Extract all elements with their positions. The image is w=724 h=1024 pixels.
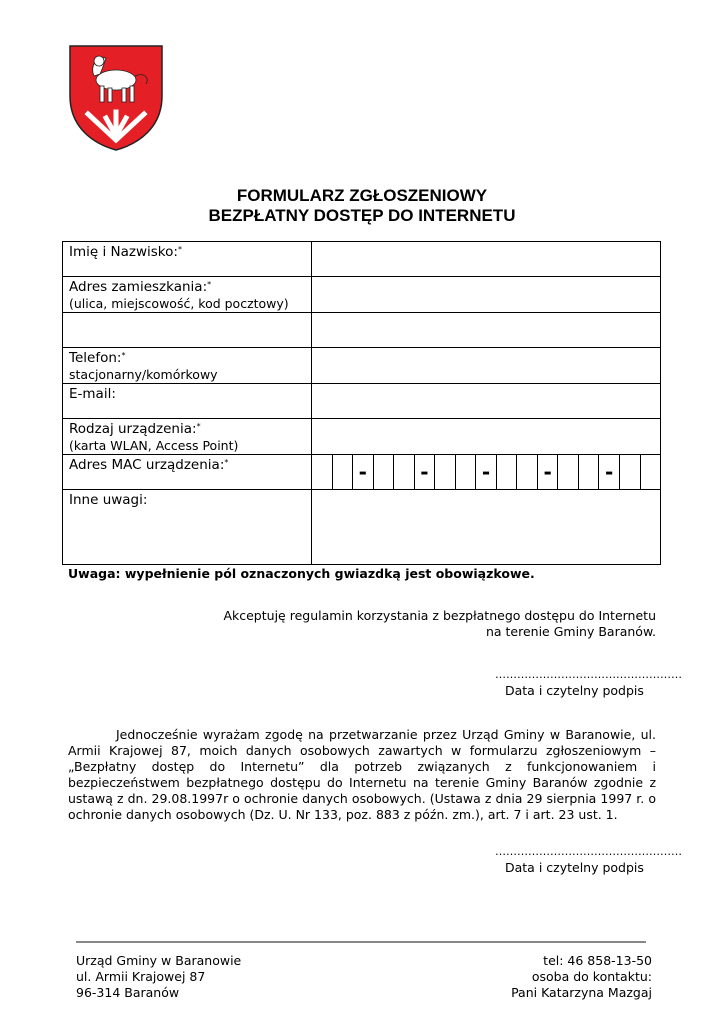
mac-digit-cell[interactable] bbox=[517, 455, 538, 489]
terms-acceptance bbox=[223, 608, 656, 640]
mac-digit-cell[interactable] bbox=[456, 455, 477, 489]
name-field[interactable] bbox=[312, 242, 661, 277]
mac-separator: - bbox=[415, 455, 436, 489]
registration-form bbox=[62, 241, 661, 565]
required-fields-note: Uwaga: wypełnienie pól oznaczonych gwiazdką jest obowiązkowe. bbox=[68, 566, 535, 581]
device-label: Rodzaj urządzenia:* (karta WLAN, Access Point) bbox=[63, 419, 312, 455]
signature-label-2: Data i czytelny podpis bbox=[505, 860, 644, 875]
address-continued-label bbox=[63, 313, 312, 348]
footer-contact-label: osoba do kontaktu: bbox=[531, 969, 652, 984]
address-hint: (ulica, miejscowość, kod pocztowy) bbox=[69, 296, 289, 311]
signature-line-2[interactable]: …………………………………………… bbox=[495, 845, 682, 858]
mac-separator: - bbox=[476, 455, 497, 489]
footer-divider bbox=[76, 941, 646, 943]
mac-digit-cell[interactable] bbox=[435, 455, 456, 489]
name-label: Imię i Nazwisko:* bbox=[63, 242, 312, 277]
coat-of-arms-icon bbox=[68, 44, 164, 152]
footer-street: ul. Armii Krajowej 87 bbox=[76, 969, 206, 984]
mac-separator: - bbox=[538, 455, 559, 489]
form-title: FORMULARZ ZGŁOSZENIOWY bbox=[236, 186, 488, 205]
footer-contact bbox=[511, 953, 652, 1001]
footer-postcode: 96-314 Baranów bbox=[76, 985, 180, 1000]
mac-digit-cell[interactable] bbox=[620, 455, 641, 489]
phone-label: Telefon:* stacjonarny/komórkowy bbox=[63, 348, 312, 384]
notes-label: Inne uwagi: bbox=[63, 490, 312, 565]
mac-separator: - bbox=[353, 455, 374, 489]
email-label: E-mail: bbox=[63, 384, 312, 419]
address-field[interactable] bbox=[312, 277, 661, 313]
mac-label: Adres MAC urządzenia:* bbox=[63, 455, 312, 490]
footer-phone: tel: 46 858-13-50 bbox=[543, 953, 652, 968]
mac-field bbox=[312, 455, 661, 490]
phone-hint: stacjonarny/komórkowy bbox=[69, 367, 218, 382]
mac-digit-cell[interactable] bbox=[579, 455, 600, 489]
mac-digit-cell[interactable] bbox=[641, 455, 661, 489]
footer-office: Urząd Gminy w Baranowie bbox=[76, 953, 242, 968]
email-field[interactable] bbox=[312, 384, 661, 419]
device-field[interactable] bbox=[312, 419, 661, 455]
address-field-continued[interactable] bbox=[312, 313, 661, 348]
address-label: Adres zamieszkania:* (ulica, miejscowość, kod pocztowy) bbox=[63, 277, 312, 313]
mac-digit-cell[interactable] bbox=[333, 455, 354, 489]
footer-contact-person: Pani Katarzyna Mazgaj bbox=[511, 985, 652, 1000]
footer-address bbox=[76, 953, 241, 1001]
device-hint: (karta WLAN, Access Point) bbox=[69, 438, 239, 453]
notes-field[interactable] bbox=[312, 490, 661, 565]
mac-digit-cell[interactable] bbox=[394, 455, 415, 489]
mac-digit-cell[interactable] bbox=[558, 455, 579, 489]
signature-label-1: Data i czytelny podpis bbox=[505, 683, 644, 698]
mac-separator: - bbox=[599, 455, 620, 489]
mac-digit-cell[interactable] bbox=[374, 455, 395, 489]
mac-digit-cell[interactable] bbox=[312, 455, 333, 489]
signature-line-1[interactable]: …………………………………………… bbox=[495, 668, 682, 681]
mac-digit-cell[interactable] bbox=[497, 455, 518, 489]
terms-acceptance-line2: na terenie Gminy Baranów. bbox=[485, 624, 656, 639]
phone-field[interactable] bbox=[312, 348, 661, 384]
data-processing-consent: Jednocześnie wyrażam zgodę na przetwarzanie przez Urząd Gminy w Baranowie, ul. Armii Krajowej 87, moich danych osobowych zawartych w formularzu zgłoszeniowym – „Bezpłatny dostęp do Internetu” dla potrzeb związanych z funkcjonowaniem i bezpieczeństwem bezpłatnego dostępu do Internetu na terenie Gminy Baranów zgodnie z ustawą z dn. 29.08.1997r o ochronie danych osobowych. (Ustawa z dnia 29 sierpnia 1997 r. o ochronie danych osobowych (Dz. U. Nr 133, poz. 883 z późn. zm.), art. 7 i art. 23 ust. 1. bbox=[68, 727, 656, 822]
terms-acceptance-line1: Akceptuję regulamin korzystania z bezpłatnego dostępu do Internetu bbox=[223, 608, 656, 623]
form-subtitle: BEZPŁATNY DOSTĘP DO INTERNETU bbox=[208, 206, 516, 225]
